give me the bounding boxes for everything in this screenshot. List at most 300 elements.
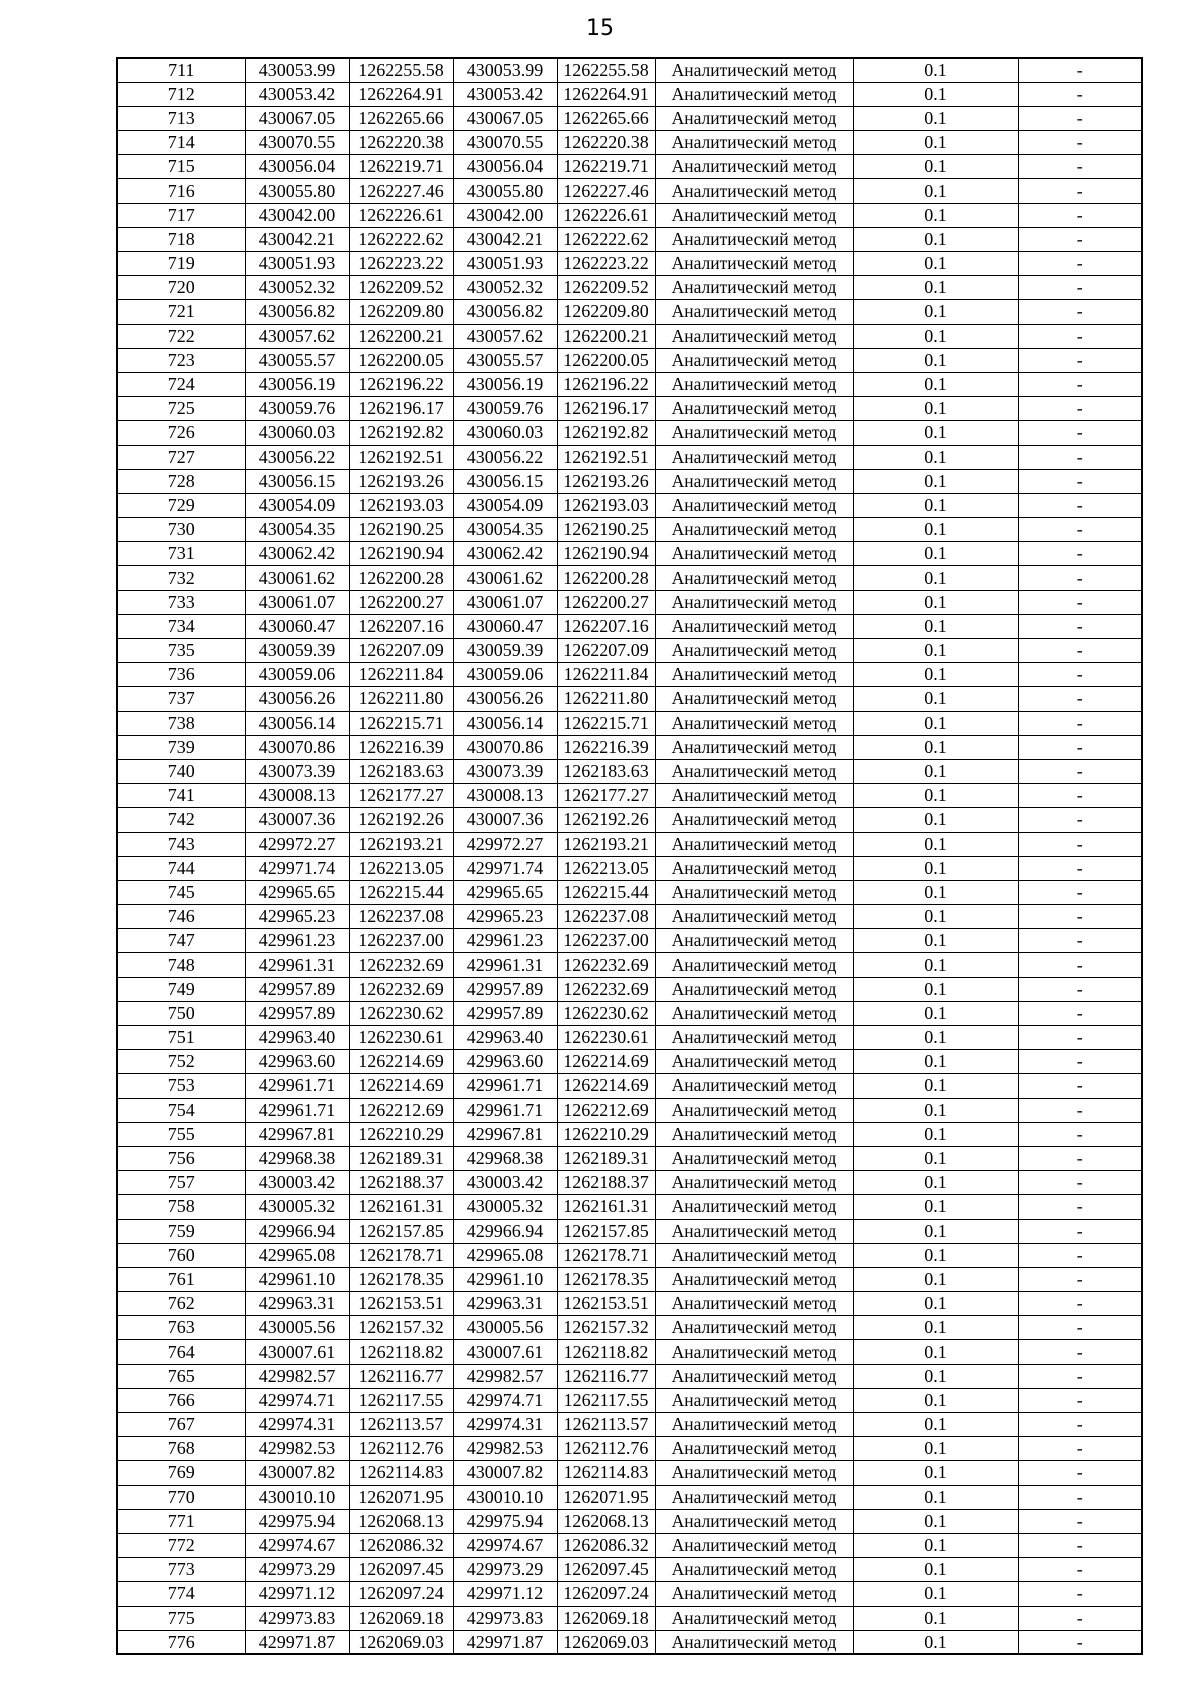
cell-y-coordinate: 1262265.66	[349, 106, 453, 130]
table-body	[117, 58, 1142, 1654]
cell-x-coordinate-2: 429961.71	[453, 1098, 557, 1122]
cell-x-coordinate-2: 430005.56	[453, 1316, 557, 1340]
cell-x-coordinate: 430005.32	[245, 1195, 349, 1219]
cell-x-coordinate-2: 429963.60	[453, 1050, 557, 1074]
cell-x-coordinate: 430062.42	[245, 542, 349, 566]
cell-accuracy: 0.1	[853, 953, 1018, 977]
cell-y-coordinate: 1262153.51	[349, 1292, 453, 1316]
coordinates-table	[116, 57, 1143, 1655]
cell-y-coordinate: 1262112.76	[349, 1437, 453, 1461]
cell-y-coordinate: 1262255.58	[349, 58, 453, 82]
cell-x-coordinate: 430059.76	[245, 397, 349, 421]
cell-note: -	[1018, 1558, 1142, 1582]
cell-note: -	[1018, 832, 1142, 856]
cell-accuracy: 0.1	[853, 663, 1018, 687]
cell-note: -	[1018, 1074, 1142, 1098]
cell-y-coordinate: 1262209.80	[349, 300, 453, 324]
table-row	[117, 1243, 1142, 1267]
cell-point-number: 724	[117, 372, 245, 396]
cell-y-coordinate-2: 1262193.21	[557, 832, 655, 856]
cell-y-coordinate-2: 1262161.31	[557, 1195, 655, 1219]
cell-x-coordinate-2: 430055.57	[453, 348, 557, 372]
cell-method: Аналитический метод	[655, 542, 853, 566]
cell-x-coordinate: 430059.39	[245, 639, 349, 663]
cell-point-number: 744	[117, 856, 245, 880]
cell-method: Аналитический метод	[655, 977, 853, 1001]
cell-point-number: 753	[117, 1074, 245, 1098]
cell-x-coordinate-2: 430059.39	[453, 639, 557, 663]
cell-point-number: 740	[117, 759, 245, 783]
cell-y-coordinate-2: 1262117.55	[557, 1388, 655, 1412]
cell-y-coordinate-2: 1262255.58	[557, 58, 655, 82]
table-row	[117, 929, 1142, 953]
cell-note: -	[1018, 905, 1142, 929]
cell-y-coordinate-2: 1262193.03	[557, 493, 655, 517]
cell-point-number: 727	[117, 445, 245, 469]
cell-x-coordinate-2: 430060.47	[453, 614, 557, 638]
cell-note: -	[1018, 1485, 1142, 1509]
cell-y-coordinate-2: 1262200.27	[557, 590, 655, 614]
cell-y-coordinate: 1262189.31	[349, 1146, 453, 1170]
cell-y-coordinate: 1262196.17	[349, 397, 453, 421]
cell-note: -	[1018, 1219, 1142, 1243]
cell-y-coordinate-2: 1262097.45	[557, 1558, 655, 1582]
cell-accuracy: 0.1	[853, 106, 1018, 130]
cell-x-coordinate: 430060.47	[245, 614, 349, 638]
cell-note: -	[1018, 1146, 1142, 1170]
cell-note: -	[1018, 518, 1142, 542]
cell-point-number: 754	[117, 1098, 245, 1122]
cell-x-coordinate-2: 429966.94	[453, 1219, 557, 1243]
cell-method: Аналитический метод	[655, 1171, 853, 1195]
table-row	[117, 518, 1142, 542]
cell-y-coordinate-2: 1262226.61	[557, 203, 655, 227]
cell-y-coordinate: 1262069.18	[349, 1606, 453, 1630]
cell-accuracy: 0.1	[853, 1171, 1018, 1195]
cell-x-coordinate-2: 430054.35	[453, 518, 557, 542]
cell-y-coordinate-2: 1262177.27	[557, 784, 655, 808]
cell-x-coordinate-2: 429971.87	[453, 1630, 557, 1654]
table-row	[117, 203, 1142, 227]
cell-method: Аналитический метод	[655, 1243, 853, 1267]
table-row	[117, 1630, 1142, 1654]
cell-accuracy: 0.1	[853, 1461, 1018, 1485]
cell-point-number: 773	[117, 1558, 245, 1582]
cell-note: -	[1018, 131, 1142, 155]
cell-accuracy: 0.1	[853, 929, 1018, 953]
cell-accuracy: 0.1	[853, 1582, 1018, 1606]
cell-y-coordinate-2: 1262097.24	[557, 1582, 655, 1606]
cell-point-number: 775	[117, 1606, 245, 1630]
cell-note: -	[1018, 324, 1142, 348]
cell-point-number: 755	[117, 1122, 245, 1146]
table-row	[117, 977, 1142, 1001]
cell-x-coordinate: 430042.21	[245, 227, 349, 251]
cell-method: Аналитический метод	[655, 590, 853, 614]
cell-x-coordinate: 430070.55	[245, 131, 349, 155]
cell-y-coordinate-2: 1262215.44	[557, 880, 655, 904]
cell-note: -	[1018, 1243, 1142, 1267]
cell-x-coordinate: 430008.13	[245, 784, 349, 808]
cell-note: -	[1018, 276, 1142, 300]
cell-note: -	[1018, 397, 1142, 421]
cell-y-coordinate: 1262222.62	[349, 227, 453, 251]
cell-method: Аналитический метод	[655, 131, 853, 155]
cell-method: Аналитический метод	[655, 1485, 853, 1509]
cell-y-coordinate: 1262157.85	[349, 1219, 453, 1243]
cell-y-coordinate: 1262207.16	[349, 614, 453, 638]
cell-y-coordinate-2: 1262232.69	[557, 953, 655, 977]
cell-x-coordinate: 429965.08	[245, 1243, 349, 1267]
cell-y-coordinate-2: 1262192.82	[557, 421, 655, 445]
cell-y-coordinate: 1262232.69	[349, 953, 453, 977]
cell-x-coordinate: 430067.05	[245, 106, 349, 130]
cell-note: -	[1018, 614, 1142, 638]
cell-x-coordinate: 429963.40	[245, 1026, 349, 1050]
cell-accuracy: 0.1	[853, 1195, 1018, 1219]
cell-accuracy: 0.1	[853, 372, 1018, 396]
cell-accuracy: 0.1	[853, 1026, 1018, 1050]
cell-point-number: 718	[117, 227, 245, 251]
table-row	[117, 1292, 1142, 1316]
cell-x-coordinate: 430061.07	[245, 590, 349, 614]
cell-x-coordinate-2: 429961.31	[453, 953, 557, 977]
cell-y-coordinate-2: 1262153.51	[557, 1292, 655, 1316]
cell-x-coordinate-2: 430056.26	[453, 687, 557, 711]
cell-accuracy: 0.1	[853, 832, 1018, 856]
cell-y-coordinate: 1262192.51	[349, 445, 453, 469]
cell-accuracy: 0.1	[853, 1388, 1018, 1412]
cell-note: -	[1018, 687, 1142, 711]
cell-method: Аналитический метод	[655, 808, 853, 832]
cell-y-coordinate-2: 1262113.57	[557, 1413, 655, 1437]
cell-x-coordinate-2: 429967.81	[453, 1122, 557, 1146]
cell-y-coordinate-2: 1262230.62	[557, 1001, 655, 1025]
cell-x-coordinate: 429973.29	[245, 1558, 349, 1582]
cell-note: -	[1018, 1509, 1142, 1533]
cell-x-coordinate-2: 429973.83	[453, 1606, 557, 1630]
cell-accuracy: 0.1	[853, 276, 1018, 300]
cell-point-number: 722	[117, 324, 245, 348]
cell-x-coordinate: 430056.14	[245, 711, 349, 735]
cell-point-number: 732	[117, 566, 245, 590]
cell-y-coordinate: 1262193.21	[349, 832, 453, 856]
cell-point-number: 734	[117, 614, 245, 638]
cell-y-coordinate: 1262113.57	[349, 1413, 453, 1437]
cell-point-number: 751	[117, 1026, 245, 1050]
table-row	[117, 324, 1142, 348]
cell-accuracy: 0.1	[853, 58, 1018, 82]
cell-x-coordinate-2: 430003.42	[453, 1171, 557, 1195]
table-row	[117, 82, 1142, 106]
cell-note: -	[1018, 421, 1142, 445]
cell-point-number: 764	[117, 1340, 245, 1364]
cell-x-coordinate-2: 429965.65	[453, 880, 557, 904]
cell-y-coordinate-2: 1262209.80	[557, 300, 655, 324]
cell-y-coordinate: 1262068.13	[349, 1509, 453, 1533]
cell-x-coordinate: 430042.00	[245, 203, 349, 227]
cell-note: -	[1018, 179, 1142, 203]
cell-x-coordinate-2: 429963.40	[453, 1026, 557, 1050]
cell-note: -	[1018, 106, 1142, 130]
cell-point-number: 765	[117, 1364, 245, 1388]
cell-x-coordinate: 430053.42	[245, 82, 349, 106]
cell-note: -	[1018, 227, 1142, 251]
cell-x-coordinate: 429963.31	[245, 1292, 349, 1316]
cell-x-coordinate: 429967.81	[245, 1122, 349, 1146]
table-row	[117, 1219, 1142, 1243]
cell-x-coordinate-2: 430059.76	[453, 397, 557, 421]
cell-method: Аналитический метод	[655, 1606, 853, 1630]
cell-y-coordinate-2: 1262178.35	[557, 1267, 655, 1291]
cell-accuracy: 0.1	[853, 324, 1018, 348]
cell-x-coordinate-2: 429971.12	[453, 1582, 557, 1606]
table-row	[117, 397, 1142, 421]
cell-method: Аналитический метод	[655, 82, 853, 106]
cell-method: Аналитический метод	[655, 1461, 853, 1485]
cell-point-number: 717	[117, 203, 245, 227]
cell-accuracy: 0.1	[853, 542, 1018, 566]
cell-note: -	[1018, 58, 1142, 82]
cell-note: -	[1018, 155, 1142, 179]
cell-point-number: 759	[117, 1219, 245, 1243]
table-row	[117, 106, 1142, 130]
cell-x-coordinate: 430057.62	[245, 324, 349, 348]
cell-point-number: 739	[117, 735, 245, 759]
cell-y-coordinate: 1262200.28	[349, 566, 453, 590]
cell-point-number: 721	[117, 300, 245, 324]
cell-x-coordinate-2: 430052.32	[453, 276, 557, 300]
table-row	[117, 227, 1142, 251]
cell-method: Аналитический метод	[655, 276, 853, 300]
cell-x-coordinate-2: 430005.32	[453, 1195, 557, 1219]
table-row	[117, 1146, 1142, 1170]
cell-y-coordinate-2: 1262112.76	[557, 1437, 655, 1461]
cell-y-coordinate: 1262097.45	[349, 1558, 453, 1582]
cell-accuracy: 0.1	[853, 421, 1018, 445]
cell-note: -	[1018, 252, 1142, 276]
cell-x-coordinate: 430007.82	[245, 1461, 349, 1485]
cell-x-coordinate-2: 430051.93	[453, 252, 557, 276]
cell-x-coordinate: 430056.82	[245, 300, 349, 324]
cell-x-coordinate-2: 430070.86	[453, 735, 557, 759]
table-row	[117, 1195, 1142, 1219]
table-row	[117, 1461, 1142, 1485]
cell-accuracy: 0.1	[853, 518, 1018, 542]
cell-y-coordinate-2: 1262237.00	[557, 929, 655, 953]
table-row	[117, 179, 1142, 203]
cell-point-number: 725	[117, 397, 245, 421]
cell-y-coordinate-2: 1262219.71	[557, 155, 655, 179]
cell-y-coordinate: 1262190.94	[349, 542, 453, 566]
cell-accuracy: 0.1	[853, 1606, 1018, 1630]
cell-method: Аналитический метод	[655, 469, 853, 493]
cell-x-coordinate-2: 429957.89	[453, 977, 557, 1001]
cell-x-coordinate-2: 430042.21	[453, 227, 557, 251]
cell-y-coordinate: 1262237.00	[349, 929, 453, 953]
cell-y-coordinate: 1262118.82	[349, 1340, 453, 1364]
cell-x-coordinate: 429966.94	[245, 1219, 349, 1243]
cell-point-number: 713	[117, 106, 245, 130]
table-row	[117, 1509, 1142, 1533]
cell-y-coordinate-2: 1262265.66	[557, 106, 655, 130]
cell-x-coordinate: 429961.71	[245, 1098, 349, 1122]
cell-method: Аналитический метод	[655, 1413, 853, 1437]
cell-x-coordinate: 430073.39	[245, 759, 349, 783]
cell-y-coordinate-2: 1262200.05	[557, 348, 655, 372]
cell-y-coordinate: 1262200.27	[349, 590, 453, 614]
cell-method: Аналитический метод	[655, 880, 853, 904]
cell-x-coordinate: 430059.06	[245, 663, 349, 687]
cell-point-number: 756	[117, 1146, 245, 1170]
cell-method: Аналитический метод	[655, 493, 853, 517]
cell-accuracy: 0.1	[853, 1340, 1018, 1364]
table-row	[117, 469, 1142, 493]
cell-y-coordinate: 1262178.71	[349, 1243, 453, 1267]
table-row	[117, 1413, 1142, 1437]
cell-accuracy: 0.1	[853, 880, 1018, 904]
cell-point-number: 733	[117, 590, 245, 614]
table-row	[117, 1582, 1142, 1606]
cell-x-coordinate: 430054.35	[245, 518, 349, 542]
table-row	[117, 1001, 1142, 1025]
cell-note: -	[1018, 1292, 1142, 1316]
cell-y-coordinate-2: 1262200.21	[557, 324, 655, 348]
cell-method: Аналитический метод	[655, 1509, 853, 1533]
cell-point-number: 738	[117, 711, 245, 735]
table-row	[117, 1050, 1142, 1074]
cell-y-coordinate-2: 1262230.61	[557, 1026, 655, 1050]
cell-x-coordinate-2: 430073.39	[453, 759, 557, 783]
cell-x-coordinate: 429968.38	[245, 1146, 349, 1170]
cell-y-coordinate: 1262216.39	[349, 735, 453, 759]
cell-method: Аналитический метод	[655, 905, 853, 929]
cell-y-coordinate: 1262207.09	[349, 639, 453, 663]
cell-x-coordinate-2: 430053.99	[453, 58, 557, 82]
cell-x-coordinate-2: 429961.71	[453, 1074, 557, 1098]
cell-y-coordinate-2: 1262116.77	[557, 1364, 655, 1388]
cell-accuracy: 0.1	[853, 1050, 1018, 1074]
cell-method: Аналитический метод	[655, 856, 853, 880]
cell-note: -	[1018, 1098, 1142, 1122]
cell-accuracy: 0.1	[853, 1267, 1018, 1291]
cell-note: -	[1018, 1606, 1142, 1630]
cell-point-number: 736	[117, 663, 245, 687]
table-row	[117, 1267, 1142, 1291]
cell-y-coordinate-2: 1262215.71	[557, 711, 655, 735]
cell-point-number: 769	[117, 1461, 245, 1485]
cell-note: -	[1018, 929, 1142, 953]
cell-accuracy: 0.1	[853, 614, 1018, 638]
cell-method: Аналитический метод	[655, 179, 853, 203]
cell-accuracy: 0.1	[853, 977, 1018, 1001]
cell-note: -	[1018, 1122, 1142, 1146]
cell-y-coordinate: 1262232.69	[349, 977, 453, 1001]
cell-method: Аналитический метод	[655, 155, 853, 179]
cell-y-coordinate: 1262215.71	[349, 711, 453, 735]
cell-note: -	[1018, 1630, 1142, 1654]
cell-method: Аналитический метод	[655, 1533, 853, 1557]
cell-accuracy: 0.1	[853, 300, 1018, 324]
cell-accuracy: 0.1	[853, 1509, 1018, 1533]
cell-x-coordinate-2: 429971.74	[453, 856, 557, 880]
cell-accuracy: 0.1	[853, 1001, 1018, 1025]
table-row	[117, 1606, 1142, 1630]
cell-note: -	[1018, 493, 1142, 517]
table-row	[117, 300, 1142, 324]
table-row	[117, 1098, 1142, 1122]
cell-x-coordinate: 430056.26	[245, 687, 349, 711]
cell-x-coordinate: 430051.93	[245, 252, 349, 276]
cell-y-coordinate: 1262193.03	[349, 493, 453, 517]
cell-y-coordinate: 1262069.03	[349, 1630, 453, 1654]
cell-x-coordinate-2: 430056.15	[453, 469, 557, 493]
cell-method: Аналитический метод	[655, 397, 853, 421]
table-row	[117, 276, 1142, 300]
cell-method: Аналитический метод	[655, 1001, 853, 1025]
cell-method: Аналитический метод	[655, 1437, 853, 1461]
cell-note: -	[1018, 1388, 1142, 1412]
table-row	[117, 372, 1142, 396]
cell-accuracy: 0.1	[853, 131, 1018, 155]
cell-accuracy: 0.1	[853, 493, 1018, 517]
cell-x-coordinate-2: 429965.08	[453, 1243, 557, 1267]
cell-note: -	[1018, 1364, 1142, 1388]
cell-method: Аналитический метод	[655, 735, 853, 759]
cell-y-coordinate-2: 1262264.91	[557, 82, 655, 106]
cell-x-coordinate: 430056.15	[245, 469, 349, 493]
cell-y-coordinate: 1262230.61	[349, 1026, 453, 1050]
cell-point-number: 730	[117, 518, 245, 542]
cell-x-coordinate: 429961.71	[245, 1074, 349, 1098]
cell-method: Аналитический метод	[655, 1364, 853, 1388]
table-row	[117, 905, 1142, 929]
table-row	[117, 348, 1142, 372]
cell-accuracy: 0.1	[853, 1630, 1018, 1654]
cell-x-coordinate-2: 430061.07	[453, 590, 557, 614]
cell-x-coordinate: 429957.89	[245, 1001, 349, 1025]
cell-method: Аналитический метод	[655, 1292, 853, 1316]
cell-point-number: 711	[117, 58, 245, 82]
cell-accuracy: 0.1	[853, 445, 1018, 469]
cell-method: Аналитический метод	[655, 1630, 853, 1654]
cell-x-coordinate: 429972.27	[245, 832, 349, 856]
cell-method: Аналитический метод	[655, 663, 853, 687]
cell-note: -	[1018, 735, 1142, 759]
cell-accuracy: 0.1	[853, 808, 1018, 832]
page-number: 15	[586, 16, 614, 41]
table-row	[117, 1485, 1142, 1509]
cell-y-coordinate-2: 1262209.52	[557, 276, 655, 300]
table-row	[117, 1437, 1142, 1461]
cell-y-coordinate: 1262214.69	[349, 1050, 453, 1074]
table-row	[117, 1340, 1142, 1364]
cell-method: Аналитический метод	[655, 1316, 853, 1340]
cell-point-number: 726	[117, 421, 245, 445]
cell-y-coordinate: 1262210.29	[349, 1122, 453, 1146]
cell-method: Аналитический метод	[655, 1219, 853, 1243]
table-row	[117, 1074, 1142, 1098]
cell-accuracy: 0.1	[853, 759, 1018, 783]
cell-point-number: 771	[117, 1509, 245, 1533]
cell-method: Аналитический метод	[655, 614, 853, 638]
cell-x-coordinate: 429971.74	[245, 856, 349, 880]
cell-y-coordinate-2: 1262157.85	[557, 1219, 655, 1243]
cell-x-coordinate-2: 430060.03	[453, 421, 557, 445]
cell-method: Аналитический метод	[655, 252, 853, 276]
cell-y-coordinate-2: 1262207.09	[557, 639, 655, 663]
cell-y-coordinate-2: 1262237.08	[557, 905, 655, 929]
